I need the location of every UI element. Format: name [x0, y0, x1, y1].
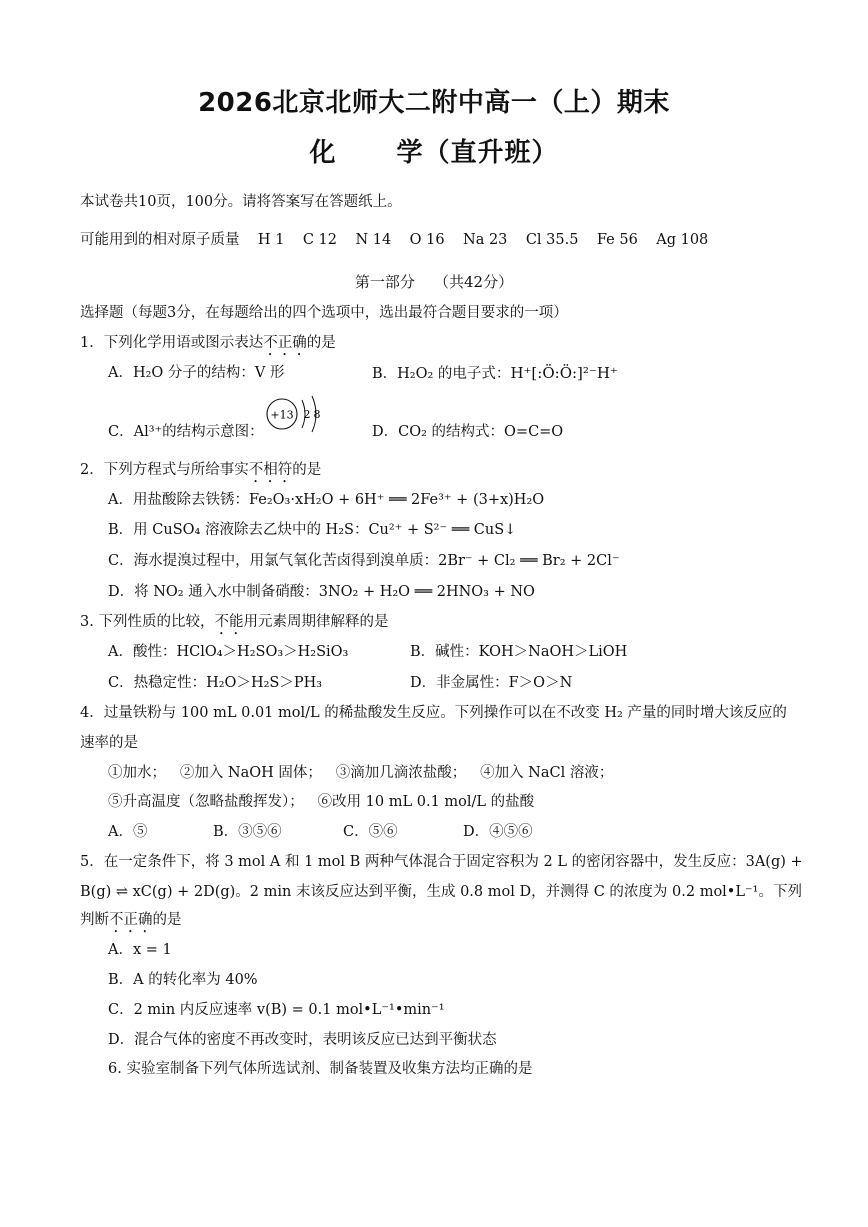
al3-shell-1: 2: [303, 408, 311, 421]
q4-option-c: C．⑤⑥: [343, 824, 398, 840]
q2-stem: [80, 461, 321, 486]
q6-stem: 6. 实验室制备下列气体所选试剂、制备装置及收集方法均正确的是: [108, 1061, 533, 1077]
q1-option-b-label: B．H₂O₂ 的电子式：: [372, 366, 511, 382]
q2-option-b: B．用 CuSO₄ 溶液除去乙炔中的 H₂S：Cu²⁺ + S²⁻ ══ CuS↓: [108, 522, 517, 538]
q2-option-d: D．将 NO₂ 通入水中制备硝酸：3NO₂ + H₂O ══ 2HNO₃ + NO: [108, 584, 535, 600]
q2-option-c: C．海水提溴过程中，用氯气氧化苦卤得到溴单质：2Br⁻ + Cl₂ ══ Br₂ + 2Cl⁻: [108, 553, 620, 569]
q5-stem-line1: 5．在一定条件下，将 3 mol A 和 1 mol B 两种气体混合于固定容积为 2 L 的密闭容器中，发生反应：3A(g) +: [80, 854, 803, 870]
section-instruction: 选择题（每题3分，在每题给出的四个选项中，选出最符合题目要求的一项）: [80, 305, 568, 321]
q5-option-b: B．A 的转化率为 40%: [108, 972, 258, 988]
q5-option-c: C．2 min 内反应速率 v(B) = 0.1 mol•L⁻¹•min⁻¹: [108, 1002, 445, 1018]
q1-option-b: [372, 364, 618, 383]
al3-structure-diagram: [262, 392, 334, 440]
q4-option-d: D．④⑤⑥: [463, 824, 533, 840]
q2-stem-emphasis: 不相符: [248, 462, 293, 478]
q1-stem-post: 的是: [306, 335, 336, 351]
subject-title: [0, 132, 868, 169]
q5-stem-line2: B(g) ⇌ xC(g) + 2D(g)。2 min 末该反应达到平衡，生成 0.8 mol D，并测得 C 的浓度为 0.2 mol•L⁻¹。下列: [80, 884, 802, 900]
q3-stem: [80, 613, 388, 638]
intro-atomic-masses: 可能用到的相对原子质量 H 1 C 12 N 14 O 16 Na 23 Cl 35.5 Fe 56 Ag 108: [80, 232, 709, 248]
q1-option-a: A．H₂O 分子的结构：V 形: [108, 365, 285, 381]
q4-items-line2: ⑤升高温度（忽略盐酸挥发）； ⑥改用 10 mL 0.1 mol/L 的盐酸: [108, 794, 535, 810]
q5-stem-pre: 判断: [80, 912, 109, 928]
q5-stem-post: 的是: [152, 912, 182, 928]
q5-option-d: D．混合气体的密度不再改变时，表明该反应已达到平衡状态: [108, 1032, 497, 1048]
section-title: 第一部分 （共42分）: [354, 273, 514, 291]
q2-option-a: A．用盐酸除去铁锈：Fe₂O₃·xH₂O + 6H⁺ ══ 2Fe³⁺ + (3+x)H₂O: [108, 492, 545, 508]
q3-stem-post: 用元素周期律解释的是: [243, 614, 389, 630]
q4-option-b: B．③⑤⑥: [213, 824, 282, 840]
intro-pages: 本试卷共10页，100分。请将答案写在答题纸上。: [80, 194, 402, 210]
q3-stem-pre: 3. 下列性质的比较，: [80, 614, 215, 630]
q3-option-c: C．热稳定性：H₂O＞H₂S＞PH₃: [108, 675, 323, 691]
al3-shell-2: 8: [313, 408, 321, 421]
q5-stem-line3: [80, 911, 182, 936]
q1-option-d: D．CO₂ 的结构式：O=C=O: [372, 424, 564, 440]
exam-title: 2026北京北师大二附中高一（上）期末: [198, 88, 670, 118]
h2o2-electron-formula: H⁺[:Ö:Ö:]²⁻H⁺: [510, 364, 618, 382]
q3-option-b: B．碱性：KOH＞NaOH＞LiOH: [410, 644, 628, 660]
q3-option-a: A．酸性：HClO₄＞H₂SO₃＞H₂SiO₃: [108, 644, 349, 660]
q1-stem-pre: 1．下列化学用语或图示表达: [80, 335, 264, 351]
q4-items-line1: ①加水； ②加入 NaOH 固体； ③滴加几滴浓盐酸； ④加入 NaCl 溶液；: [108, 765, 614, 781]
q2-stem-pre: 2．下列方程式与所给事实: [80, 462, 249, 478]
subject-right: 学（直升班）: [396, 138, 559, 168]
q3-stem-emphasis: 不能: [214, 614, 244, 630]
q5-stem-emphasis: 不正确: [109, 912, 153, 928]
q4-stem-line1: 4．过量铁粉与 100 mL 0.01 mol/L 的稀盐酸发生反应。下列操作可以在不改变 H₂ 产量的同时增大该反应的: [80, 705, 787, 721]
q3-option-d: D．非金属性：F＞O＞N: [410, 675, 573, 691]
q1-stem-emphasis: 不正确: [263, 335, 307, 351]
al3-nucleus-charge: +13: [270, 408, 294, 422]
q4-stem-line2: 速率的是: [80, 735, 138, 751]
q4-option-a: A．⑤: [108, 824, 148, 840]
subject-left: 化: [309, 138, 337, 168]
q1-stem: [80, 334, 336, 359]
q2-stem-post: 的是: [292, 462, 322, 478]
q5-option-a: A．x = 1: [108, 942, 172, 958]
q1-option-c: C．Al³⁺的结构示意图：: [108, 424, 264, 440]
